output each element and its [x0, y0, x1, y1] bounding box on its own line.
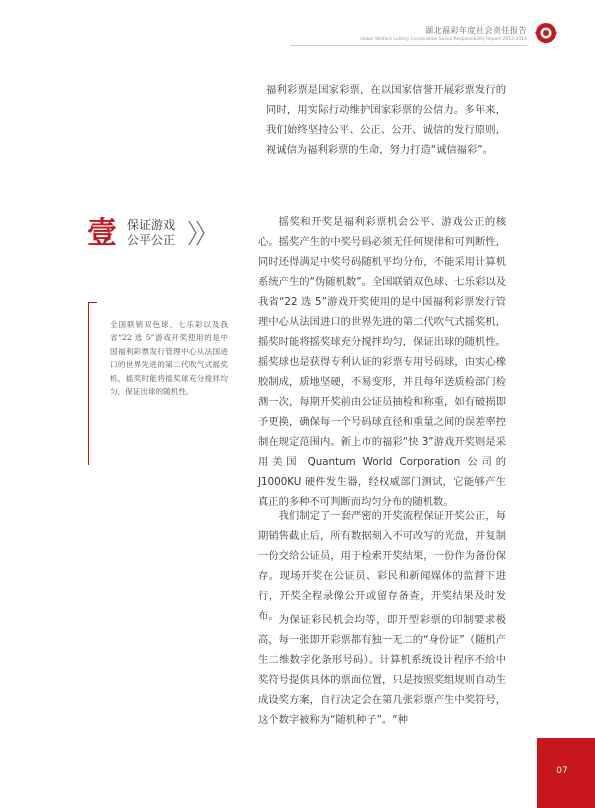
- body-paragraph-3: 为保证彩民机会均等，即开型彩票的印制要求极高，每一张即开彩票都有独一无二的“身份证”（随机产生二维数字化条形号码）。计算机系统设计程序不给中奖符号提供具体的票面位置，只是按照奖组规则自动生成设奖方案，自行决定会在第几张彩票产生中奖符号，这个数字被称为“随机种子”。“种: [258, 614, 506, 726]
- page-number-block: [537, 738, 595, 808]
- welfare-lottery-logo-icon: [531, 22, 561, 44]
- section-title-line1: 保证游戏: [127, 218, 176, 232]
- report-subtitle: Hubei Welfare Lottery Corporation Social Responsibility Report 2013-2014: [360, 37, 527, 42]
- section-title-line2: 公平公正: [127, 233, 176, 247]
- body-paragraph-2: 我们制定了一套严密的开奖流程保证开奖公正，每期销售截止后，所有数据刻入不可改写的光盘，并复制一份交给公证员，用于检索开奖结果，一份作为备份保存。现场开奖在公证员、彩民和新闻媒体的监督下进行，开奖全程录像公开或留存备查，开奖结果及时发布。: [258, 510, 506, 622]
- header-divider: [290, 45, 527, 46]
- intro-paragraph: 福利彩票是国家彩票，在以国家信誉开展彩票发行的同时，用实际行动维护国家彩票的公信力。多年来，我们始终坚持公平、公正、公开、诚信的发行原则，视诚信为福利彩票的生命，努力打造“诚信福彩”。: [266, 84, 506, 156]
- double-chevron-icon: [186, 219, 208, 247]
- pull-quote: 全国联销双色球、七乐彩以及我省“22 选 5”游戏开奖使用的是中国福利彩票发行管理中心从法国进口的世界先进的第二代吹气式摇奖机，摇奖时能将摇奖球充分搅拌均匀，保证出球的随机性。: [110, 320, 228, 397]
- quote-bracket: [88, 302, 97, 465]
- page-number: 07: [556, 766, 568, 776]
- body-paragraph-1: 摇奖和开奖是福利彩票机会公平、游戏公正的核心。摇奖产生的中奖号码必须无任何规律和可判断性，同时还得满足中奖号码随机平均分布，不能采用计算机系统产生的“伪随机数”。全国联销双色球、七乐彩以及我省“22 选 5”游戏开奖使用的是中国福利彩票发行管理中心从法国进口的世界先进的第二代吹气式摇奖机，摇奖时能将摇奖球充分搅拌均匀，保证出球的随机性。摇奖球也是获得专利认证的彩票专用号码球，由实心橡胶制成，质地坚硬，不易变形，并且每年送质检部门检测一次，每期开奖前由公证员抽检和称重，如有破损即予更换，确保每一个号码球直径和重量之间的误差率控制在规定范围内。新上市的福彩“快 3”游戏开奖则是采用美国 Quantum World Corporation 公司的 J1000KU 硬件发生器，经权威部门测试，它能够产生真正的多种不可判断而均匀分布的随机数。: [258, 216, 506, 508]
- report-title: 湖北福彩年度社会责任报告: [425, 26, 527, 35]
- section-number: 壹: [87, 216, 117, 251]
